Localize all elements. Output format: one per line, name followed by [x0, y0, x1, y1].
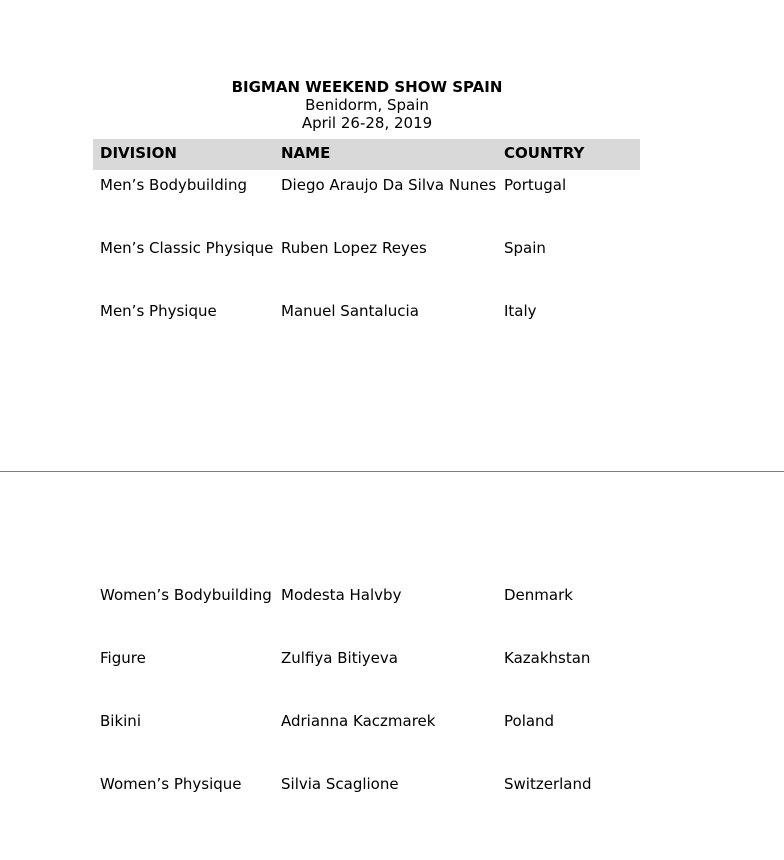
name-cell: Modesta Halvby	[281, 586, 402, 604]
country-cell: Portugal	[504, 176, 567, 194]
name-cell: Diego Araujo Da Silva Nunes	[281, 176, 497, 194]
country-cell: Kazakhstan	[504, 649, 591, 667]
division-cell: Men’s Bodybuilding	[100, 176, 247, 194]
column-header-country: COUNTRY	[504, 144, 585, 162]
page-break-divider	[0, 471, 784, 472]
country-cell: Switzerland	[504, 775, 592, 793]
name-cell: Adrianna Kaczmarek	[281, 712, 436, 730]
division-cell: Men’s Classic Physique	[100, 239, 274, 257]
show-dates: April 26-28, 2019	[301, 114, 433, 132]
show-title: BIGMAN WEEKEND SHOW SPAIN	[231, 78, 503, 96]
division-cell: Men’s Physique	[100, 302, 217, 320]
division-cell: Women’s Bodybuilding	[100, 586, 272, 604]
show-location: Benidorm, Spain	[305, 96, 429, 114]
division-cell: Bikini	[100, 712, 141, 730]
document-header	[0, 78, 734, 132]
country-cell: Denmark	[504, 586, 573, 604]
column-header-name: NAME	[281, 144, 331, 162]
name-cell: Manuel Santalucia	[281, 302, 419, 320]
country-cell: Italy	[504, 302, 537, 320]
country-cell: Spain	[504, 239, 546, 257]
name-cell: Ruben Lopez Reyes	[281, 239, 427, 257]
column-header-division: DIVISION	[100, 144, 177, 162]
name-cell: Zulfiya Bitiyeva	[281, 649, 398, 667]
country-cell: Poland	[504, 712, 555, 730]
division-cell: Figure	[100, 649, 146, 667]
name-cell: Silvia Scaglione	[281, 775, 399, 793]
division-cell: Women’s Physique	[100, 775, 242, 793]
